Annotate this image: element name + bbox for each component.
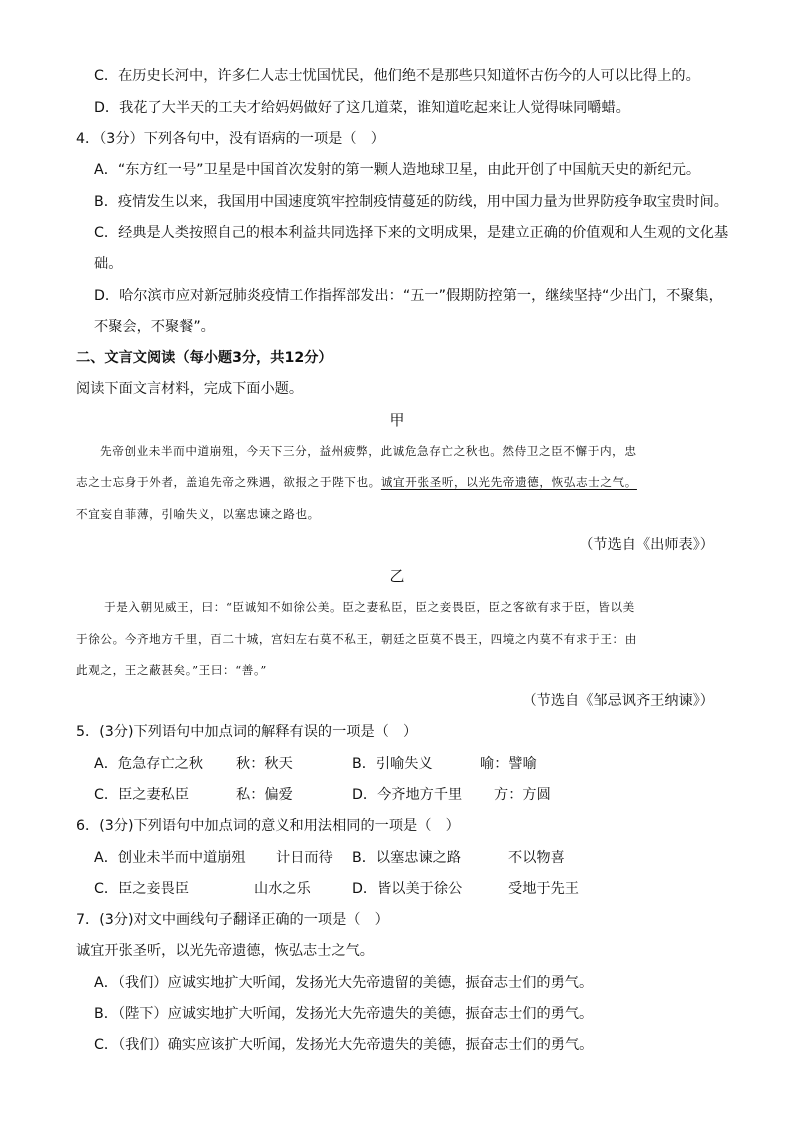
passage-yi-title: 乙	[389, 567, 405, 585]
q5-option-d-def: 方：方圆	[494, 787, 551, 803]
q4-option-c-cont: 础。	[94, 256, 123, 272]
q6-option-c-compare: 山水之乐	[254, 881, 311, 897]
q3-option-d: D．我花了大半天的工夫才给妈妈做好了这几道菜，谁知道吃起来让人觉得味同嚼蜡。	[94, 100, 630, 116]
q5-option-a-def: 秋：秋天	[236, 756, 293, 772]
passage-jia-underlined-sentence: 诚宜开张圣听，以光先帝遗德，恢弘志士之气。	[380, 475, 637, 489]
q5-option-d: D．今齐地方千里	[352, 787, 463, 803]
passage-jia-line-2-plain: 志之士忘身于外者，盖追先帝之殊遇，欲报之于陛下也。	[76, 475, 381, 489]
q6-option-a: A．创业未半而中道崩殂	[94, 850, 246, 866]
passage-yi-source: （节选自《邹忌讽齐王纳谏》）	[522, 693, 714, 709]
passage-jia-line-1: 先帝创业未半而中道崩殂，今天下三分，益州疲弊，此诚危急存亡之秋也。然侍卫之臣不懈于内，忠	[100, 444, 637, 458]
passage-jia-title: 甲	[389, 411, 405, 429]
q7-stem: 7．(3分)对文中画线句子翻译正确的一项是（ ）	[76, 912, 389, 928]
q4-option-d-cont: 不聚会，不聚餐”。	[94, 319, 215, 335]
q5-option-c: C．臣之妻私臣	[94, 787, 190, 803]
passage-yi-line-2: 于徐公。今齐地方千里，百二十城，宫妇左右莫不私王，朝廷之臣莫不畏王，四境之内莫不有求于王：由	[76, 632, 637, 646]
passage-yi-line-1: 于是入朝见威王，曰：“臣诚知不如徐公美。臣之妻私臣，臣之妾畏臣，臣之客欲有求于臣，皆以美	[104, 600, 635, 614]
q7-option-c: C．（我们）确实应该扩大听闻，发扬光大先帝遗失的美德，振奋志士们的勇气。	[94, 1037, 594, 1053]
q5-option-a: A．危急存亡之秋	[94, 756, 204, 772]
q7-sentence: 诚宜开张圣听，以光先帝遗德，恢弘志士之气。	[76, 943, 374, 959]
q6-option-a-compare: 计日而待	[276, 850, 333, 866]
q4-option-c: C．经典是人类按照自己的根本利益共同选择下来的文明成果，是建立正确的价值观和人生观的文化基	[94, 225, 729, 241]
q4-option-b: B．疫情发生以来，我国用中国速度筑牢控制疫情蔓延的防线，用中国力量为世界防疫争取宝贵时间。	[94, 194, 728, 210]
passage-jia-source: （节选自《出师表》）	[579, 537, 714, 553]
q4-option-a: A．“东方红一号”卫星是中国首次发射的第一颗人造地球卫星，由此开创了中国航天史的新纪元。	[94, 162, 701, 178]
q6-stem: 6．(3分)下列语句中加点词的意义和用法相同的一项是（ ）	[76, 818, 460, 834]
q4-stem: 4．（3分）下列各句中，没有语病的一项是（ ）	[76, 131, 385, 147]
q5-stem: 5．(3分)下列语句中加点词的解释有误的一项是（ ）	[76, 724, 418, 740]
q5-option-c-def: 私：偏爱	[236, 787, 293, 803]
q6-option-b: B．以塞忠谏之路	[352, 850, 462, 866]
q6-option-d: D．皆以美于徐公	[352, 881, 463, 897]
q6-option-c: C．臣之妾畏臣	[94, 881, 190, 897]
q7-option-a: A．（我们）应诚实地扩大听闻，发扬光大先帝遗留的美德，振奋志士们的勇气。	[94, 975, 594, 991]
q5-option-b-def: 喻：譬喻	[480, 756, 537, 772]
section-heading: 二、文言文阅读（每小题3分，共12分）	[76, 350, 333, 366]
passage-jia-line-3: 不宜妄自菲薄，引喻失义，以塞忠谏之路也。	[76, 507, 320, 521]
q6-option-d-compare: 受地于先王	[508, 881, 579, 897]
q5-option-b: B．引喻失义	[352, 756, 433, 772]
q4-option-d: D．哈尔滨市应对新冠肺炎疫情工作指挥部发出：“五一”假期防控第一，继续坚持“少出门，不聚集，	[94, 288, 723, 304]
section-instruction: 阅读下面文言材料，完成下面小题。	[76, 381, 304, 397]
q3-option-c: C．在历史长河中，许多仁人志士忧国忧民，他们绝不是那些只知道怀古伤今的人可以比得上的。	[94, 68, 700, 84]
passage-jia-line-2	[76, 472, 637, 492]
q6-option-b-compare: 不以物喜	[508, 850, 565, 866]
passage-yi-line-3: 此观之，王之蔽甚矣。”王曰：“善。”	[76, 663, 267, 677]
q7-option-b: B．（陛下）应诚实地扩大听闻，发扬光大先帝遗失的美德，振奋志士们的勇气。	[94, 1006, 594, 1022]
